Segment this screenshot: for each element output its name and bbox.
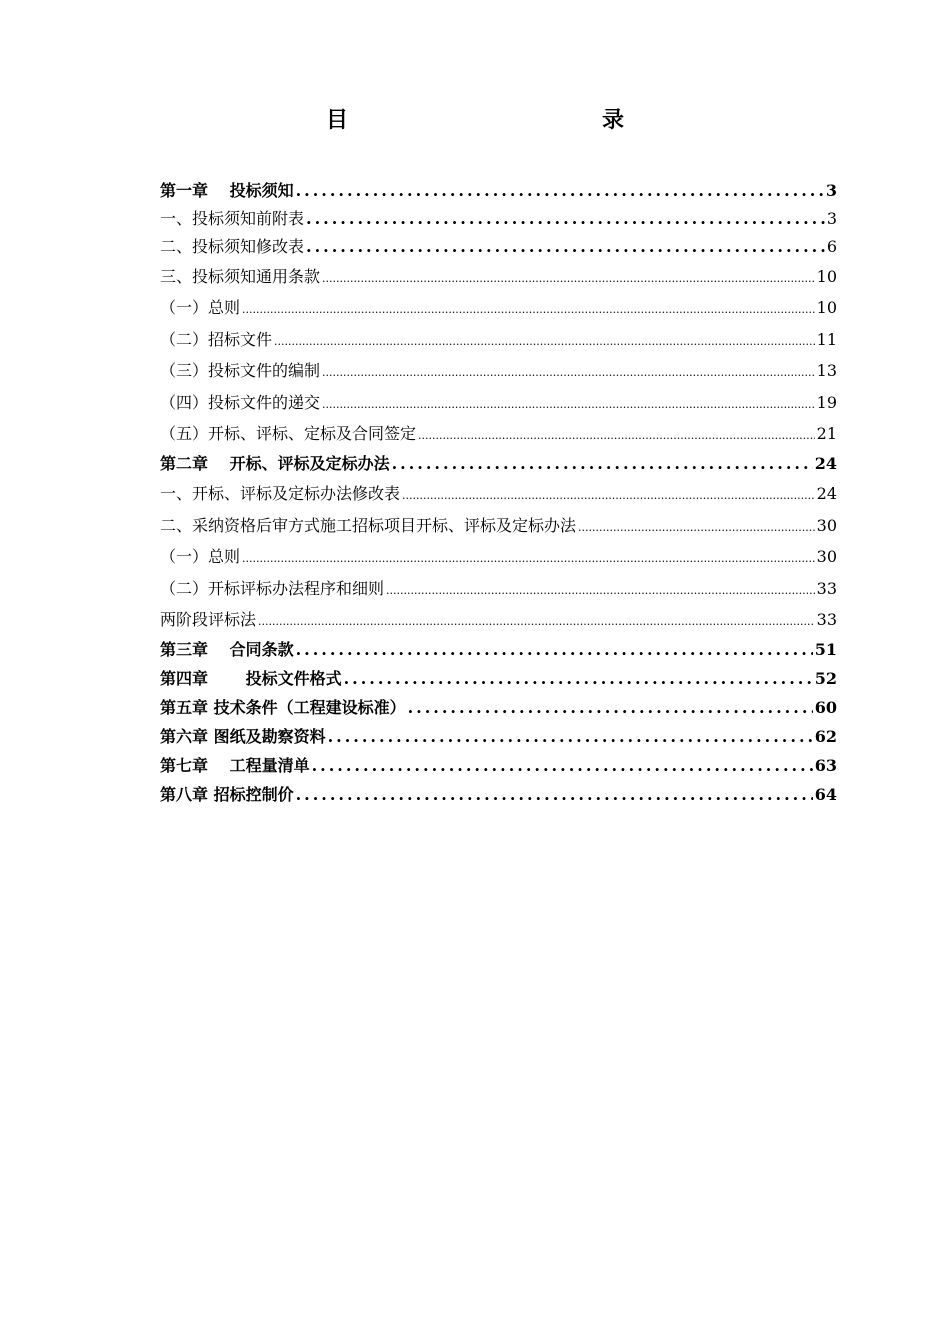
toc-entry-title: 第七章 工程量清单	[160, 756, 310, 776]
page-title: 目 录	[325, 107, 694, 133]
toc-section-entry[interactable]	[160, 292, 837, 323]
toc-entry-title: 第八章 招标控制价	[160, 785, 294, 805]
toc-entry-title: 二、投标须知修改表	[160, 237, 305, 256]
toc-page-number: 10	[816, 298, 837, 318]
toc-entry-title: （二）开标评标办法程序和细则	[160, 578, 385, 598]
toc-dot-leader	[392, 449, 813, 478]
toc-chapter-entry[interactable]	[160, 635, 837, 664]
toc-page-number: 13	[816, 361, 837, 381]
toc-page-number: 6	[826, 237, 837, 256]
toc-dot-leader	[306, 205, 825, 233]
toc-section-entry[interactable]	[160, 573, 837, 604]
toc-dot-leader	[242, 543, 815, 574]
toc-page-number: 33	[816, 578, 837, 598]
toc-dot-leader	[344, 664, 813, 693]
toc-page-number: 62	[814, 727, 837, 747]
toc-page-number: 30	[816, 515, 837, 535]
toc-dot-leader	[258, 606, 815, 637]
toc-dot-leader	[296, 176, 824, 205]
toc-section-entry[interactable]	[160, 541, 837, 572]
toc-dot-leader	[578, 512, 815, 543]
toc-page-number: 51	[814, 640, 837, 660]
toc-entry-title: 三、投标须知通用条款	[160, 267, 321, 286]
toc-entry-title: 两阶段评标法	[160, 609, 257, 629]
toc-page-number: 60	[814, 698, 837, 718]
toc-chapter-entry[interactable]	[160, 176, 837, 205]
toc-page-number: 30	[816, 547, 837, 567]
toc-entry-title: 一、开标、评标及定标办法修改表	[160, 484, 401, 504]
toc-page-number: 11	[816, 329, 837, 349]
toc-chapter-entry[interactable]	[160, 449, 837, 478]
toc-entry-title: （三）投标文件的编制	[160, 361, 321, 381]
toc-entry-title: 一、投标须知前附表	[160, 209, 305, 228]
toc-entry-title: （四）投标文件的递交	[160, 392, 321, 412]
toc-entry-title: 第五章 技术条件（工程建设标准）	[160, 698, 406, 718]
toc-dot-leader	[322, 357, 815, 388]
toc-dot-leader	[274, 326, 815, 357]
toc-entry-title: 二、采纳资格后审方式施工招标项目开标、评标及定标办法	[160, 515, 577, 535]
toc-section-entry[interactable]	[160, 324, 837, 355]
toc-page-number: 63	[814, 756, 837, 776]
toc-entry-title: 第一章 投标须知	[160, 181, 294, 200]
toc-page-number: 21	[816, 423, 837, 443]
toc-dot-leader	[296, 635, 813, 664]
toc-section-entry[interactable]	[160, 205, 837, 233]
toc-page-number: 10	[816, 267, 837, 286]
table-of-contents	[160, 176, 837, 809]
toc-dot-leader	[306, 233, 825, 261]
toc-entry-title: 第四章 投标文件格式	[160, 669, 342, 689]
toc-dot-leader	[402, 480, 815, 511]
toc-section-entry[interactable]	[160, 418, 837, 449]
toc-entry-title: （二）招标文件	[160, 329, 273, 349]
toc-page-number: 64	[814, 785, 837, 805]
toc-page-number: 3	[825, 181, 837, 200]
toc-section-entry[interactable]	[160, 261, 837, 292]
toc-chapter-entry[interactable]	[160, 693, 837, 722]
toc-page-number: 3	[826, 209, 837, 228]
toc-entry-title: 第二章 开标、评标及定标办法	[160, 454, 390, 474]
toc-dot-leader	[312, 751, 813, 780]
toc-page-number: 19	[816, 392, 837, 412]
toc-dot-leader	[322, 263, 815, 294]
toc-page-number: 33	[816, 609, 837, 629]
toc-section-entry[interactable]	[160, 510, 837, 541]
toc-dot-leader	[322, 389, 815, 420]
toc-entry-title: （一）总则	[160, 547, 241, 567]
toc-entry-title: 第六章 图纸及勘察资料	[160, 727, 326, 747]
toc-entry-title: （一）总则	[160, 298, 241, 318]
toc-entry-title: 第三章 合同条款	[160, 640, 294, 660]
toc-section-entry[interactable]	[160, 604, 837, 635]
toc-dot-leader	[328, 722, 813, 751]
toc-chapter-entry[interactable]	[160, 722, 837, 751]
toc-dot-leader	[242, 294, 815, 325]
toc-section-entry[interactable]	[160, 387, 837, 418]
toc-dot-leader	[418, 420, 815, 451]
toc-chapter-entry[interactable]	[160, 664, 837, 693]
toc-page-number: 52	[814, 669, 837, 689]
toc-section-entry[interactable]	[160, 355, 837, 386]
toc-section-entry[interactable]	[160, 478, 837, 509]
toc-page-number: 24	[814, 454, 837, 474]
toc-dot-leader	[386, 575, 815, 606]
toc-chapter-entry[interactable]	[160, 751, 837, 780]
toc-entry-title: （五）开标、评标、定标及合同签定	[160, 423, 417, 443]
toc-section-entry[interactable]	[160, 233, 837, 261]
toc-dot-leader	[296, 780, 813, 809]
toc-chapter-entry[interactable]	[160, 780, 837, 809]
toc-page-number: 24	[816, 484, 837, 504]
toc-dot-leader	[408, 693, 813, 722]
